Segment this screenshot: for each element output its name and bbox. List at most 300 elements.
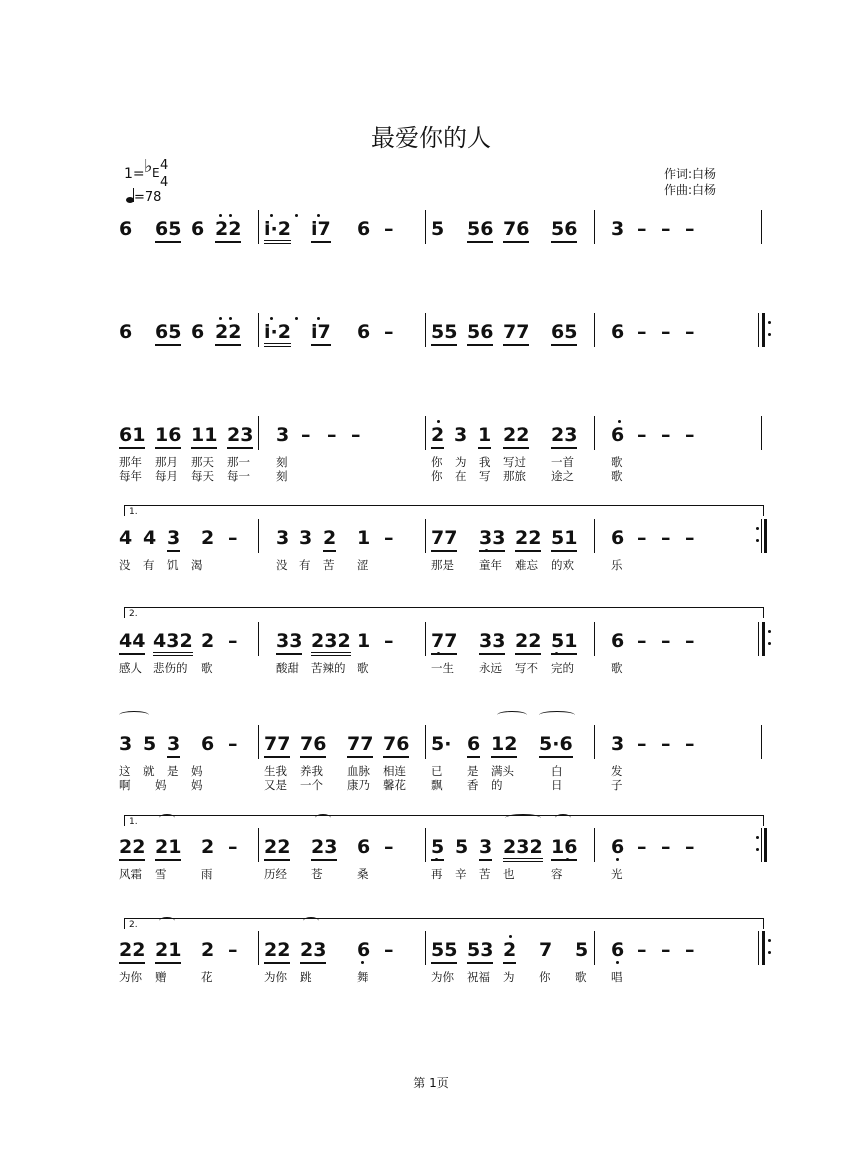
octave-dot [555,652,558,655]
lyric: 风霜 [119,867,142,881]
lyric: 是 [467,764,479,778]
dash-extension: – [228,733,238,755]
note: 6 [191,321,205,343]
dash-extension: – [384,527,394,549]
octave-dot [616,858,619,861]
lyric: 歌 [201,661,213,675]
barline [258,622,259,656]
note: 12 [491,733,517,758]
lyric: 光 [611,867,623,881]
note: 6 [119,321,133,343]
barline [258,725,259,759]
note: 2 [431,424,444,449]
octave-dot [435,858,438,861]
lyric: 苦 [323,558,335,572]
octave-dot [219,214,222,217]
dash-extension: – [661,836,671,858]
note: 6 [611,527,625,549]
dash-extension: – [384,321,394,343]
dash-extension: – [685,527,695,549]
note: 22 [119,939,145,964]
dash-extension: – [685,218,695,240]
lyric: 感人 [119,661,142,675]
dash-extension: – [228,939,238,961]
flat-symbol: ♭ [144,156,153,177]
lyric: 一首 [551,455,574,469]
lyric: 歌 [611,469,623,483]
lyric: 那天 [191,455,214,469]
barline [594,313,595,347]
lyric: 康乃 [347,778,370,792]
dash-extension: – [384,218,394,240]
note: 7 [539,939,553,961]
composer-credit: 作曲:白杨 [664,183,717,197]
lyric: 相连 [383,764,406,778]
lyric: 没 [119,558,131,572]
lyric: 完的 [551,661,574,675]
note: 3 [276,527,290,549]
lyric: 唱 [611,970,623,984]
note: 22 [264,836,290,861]
volta-bracket [124,505,764,516]
octave-dot [361,961,364,964]
note: 6 [611,939,625,961]
volta-bracket [124,607,764,618]
note: 2 [201,630,215,652]
lyric: 涩 [357,558,369,572]
barline [258,210,259,244]
note: 3 [167,733,180,758]
note: 232 [503,836,543,862]
barline [761,210,762,244]
note: i·2 [264,321,291,347]
note: 55 [431,939,457,964]
dash-extension: – [637,218,647,240]
note: 3 [454,424,468,446]
note: 6 [611,424,625,446]
note: 21 [155,836,181,861]
lyric: 是 [167,764,179,778]
note: 5 [143,733,157,755]
note: 77 [431,527,457,552]
octave-dot [437,420,440,423]
lyric: 你 [431,469,443,483]
note: 6 [357,218,371,240]
lyric: 永远 [479,661,502,675]
barline [594,210,595,244]
note: 65 [551,321,577,346]
lyric: 辛 [455,867,467,881]
lyric: 为 [455,455,467,469]
barline [425,313,426,347]
lyric: 子 [611,778,623,792]
lyric: 再 [431,867,443,881]
note: 6 [119,218,133,240]
slur-mark [555,814,571,822]
lyric: 跳 [300,970,312,984]
dash-extension: – [685,424,695,446]
volta-number: 1. [129,817,138,827]
note: 11 [191,424,217,449]
note: 2 [201,939,215,961]
note: 6 [357,836,371,858]
lyric: 饥 [167,558,179,572]
lyric: 那年 [119,455,142,469]
lyric: 舞 [357,970,369,984]
lyric: 祝福 [467,970,490,984]
lyric: 每一 [227,469,250,483]
note: 6 [611,630,625,652]
dash-extension: – [384,836,394,858]
key-prefix: 1= [124,166,145,182]
dash-extension: – [685,939,695,961]
barline [425,210,426,244]
barline [594,725,595,759]
dash-extension: – [301,424,311,446]
barline [425,725,426,759]
lyric: 啊 [119,778,131,792]
lyric: 那旅 [503,469,526,483]
note: 23 [551,424,577,449]
dash-extension: – [637,527,647,549]
note: i7 [311,321,331,346]
barline [594,519,595,553]
note: 6 [611,836,625,858]
dash-extension: – [637,630,647,652]
lyric: 妈 [155,778,167,792]
slur-mark [119,711,149,719]
lyric: 容 [551,867,563,881]
note: 3 [299,527,313,549]
note: 4 [143,527,157,549]
lyric: 苍 [311,867,323,881]
note: 51 [551,630,577,655]
lyric: 渴 [191,558,203,572]
octave-dot [229,317,232,320]
lyric: 发 [611,764,623,778]
volta-bracket [124,918,764,929]
note: 22 [215,321,241,346]
lyric: 苦 [479,867,491,881]
note: 4 [119,527,133,549]
lyric: 的 [491,778,503,792]
note: 23 [311,836,337,861]
lyric: 雪 [155,867,167,881]
barline [425,416,426,450]
octave-dot [618,420,621,423]
lyric: 一个 [300,778,323,792]
lyric: 有 [299,558,311,572]
lyric: 每月 [155,469,178,483]
quarter-note-icon [126,197,134,203]
note: 6 [357,321,371,343]
dash-extension: – [637,733,647,755]
note: 44 [119,630,145,655]
octave-dot [295,317,298,320]
note: 5 [431,218,445,240]
note: 5 [455,836,469,858]
dash-extension: – [228,527,238,549]
lyric: 飘 [431,778,443,792]
dash-extension: – [685,733,695,755]
slur-mark [303,917,319,925]
barline [258,313,259,347]
dash-extension: – [637,939,647,961]
dash-extension: – [637,836,647,858]
lyricist-credit: 作词:白杨 [664,167,717,181]
dash-extension: – [685,836,695,858]
note: 1 [357,630,371,652]
lyric: 妈 [191,764,203,778]
note: i7 [311,218,331,243]
note: 16 [155,424,181,449]
note: 5·6 [539,733,573,758]
lyric: 那是 [431,558,454,572]
note: 2 [201,836,215,858]
staff-line-4 [0,507,862,597]
barline [258,828,259,862]
lyric: 历经 [264,867,287,881]
barline [761,416,762,450]
note: 77 [264,733,290,758]
barline [425,931,426,965]
note: 6 [201,733,215,755]
dash-extension: – [661,321,671,343]
lyric: 日 [551,778,563,792]
barline [594,416,595,450]
note: 5 [575,939,589,961]
lyric: 一生 [431,661,454,675]
time-signature-top: 4 [160,158,169,173]
staff-line-6 [0,733,862,803]
tempo-value: =78 [134,190,162,205]
lyric: 那一 [227,455,250,469]
key-note: E [152,166,160,180]
volta-bracket [124,815,764,826]
dash-extension: – [637,424,647,446]
time-signature-bottom: 4 [160,175,169,190]
octave-dot [616,961,619,964]
dash-extension: – [228,630,238,652]
volta-number: 1. [129,507,138,517]
barline [258,931,259,965]
octave-dot [317,214,320,217]
lyric: 馨花 [383,778,406,792]
lyric: 难忘 [515,558,538,572]
slur-mark [159,917,175,925]
note: 3 [167,527,180,552]
note: 6 [357,939,371,961]
octave-dot [509,935,512,938]
note: 53 [467,939,493,964]
note: 22 [264,939,290,964]
note: 23 [300,939,326,964]
note: 3 [611,218,625,240]
dash-extension: – [351,424,361,446]
note: 56 [467,321,493,346]
lyric: 你 [539,970,551,984]
lyric: 为你 [119,970,142,984]
barline [258,519,259,553]
lyric: 乐 [611,558,623,572]
lyric: 刻 [276,455,288,469]
barline [425,519,426,553]
note: 1 [478,424,491,449]
lyric: 苦辣的 [311,661,346,675]
slur-mark [159,814,175,822]
note: 6 [611,321,625,343]
lyric: 桑 [357,867,369,881]
slur-mark [497,711,527,719]
note: 61 [119,424,145,449]
note: 22 [515,527,541,552]
barline [425,622,426,656]
lyric: 童年 [479,558,502,572]
staff-line-5 [0,609,862,700]
note: 77 [431,630,457,655]
note: 33 [479,630,505,655]
note: 21 [155,939,181,964]
barline [761,725,762,759]
lyric: 生我 [264,764,287,778]
lyric: 每年 [119,469,142,483]
lyric: 在 [455,469,467,483]
octave-dot [317,317,320,320]
slur-mark [539,711,575,719]
note: 6 [467,733,480,758]
note: 22 [515,630,541,655]
dash-extension: – [384,939,394,961]
lyric: 又是 [264,778,287,792]
note: 51 [551,527,577,552]
lyric: 那月 [155,455,178,469]
volta-number: 2. [129,920,138,930]
lyric: 血脉 [347,764,370,778]
dash-extension: – [661,424,671,446]
dash-extension: – [685,630,695,652]
lyric: 满头 [491,764,514,778]
lyric: 歌 [611,661,623,675]
lyric: 悲伤的 [153,661,188,675]
octave-dot [229,214,232,217]
lyric: 每天 [191,469,214,483]
lyric: 养我 [300,764,323,778]
note: 56 [467,218,493,243]
note: 3 [119,733,133,755]
lyric: 途之 [551,469,574,483]
note: 65 [155,321,181,346]
barline [258,416,259,450]
staff-line-8 [0,920,862,1009]
lyric: 雨 [201,867,213,881]
dash-extension: – [661,939,671,961]
staff-line-7 [0,817,862,906]
note: 1 [357,527,371,549]
note: 77 [503,321,529,346]
staff-line-2 [0,321,862,391]
note: 23 [227,424,253,449]
lyric: 为 [503,970,515,984]
page-number: 第 1页 [413,1076,449,1090]
dash-extension: – [661,630,671,652]
note: 22 [215,218,241,243]
barline [425,828,426,862]
lyric: 赠 [155,970,167,984]
note: 2 [201,527,215,549]
note: 65 [155,218,181,243]
dash-extension: – [661,218,671,240]
dash-extension: – [228,836,238,858]
lyric: 你 [431,455,443,469]
lyric: 已 [431,764,443,778]
note: 5· [431,733,452,755]
note: 76 [503,218,529,243]
note: 16 [551,836,577,861]
barline [594,622,595,656]
lyric: 写不 [515,661,538,675]
lyric: 写过 [503,455,526,469]
staff-line-1 [0,218,862,288]
barline [594,931,595,965]
note: i·2 [264,218,291,244]
tempo-marking [126,190,161,205]
octave-dot [295,214,298,217]
note: 33 [276,630,302,655]
note: 2 [323,527,336,552]
lyric: 有 [143,558,155,572]
note: 76 [383,733,409,758]
note: 76 [300,733,326,758]
octave-dot [437,652,440,655]
note: 3 [479,836,492,861]
octave-dot [270,317,273,320]
lyric: 歌 [575,970,587,984]
lyric: 白 [551,764,563,778]
note: 77 [347,733,373,758]
lyric: 没 [276,558,288,572]
lyric: 刻 [276,469,288,483]
lyric: 花 [201,970,213,984]
staff-line-3 [0,424,862,494]
dash-extension: – [685,321,695,343]
volta-number: 2. [129,609,138,619]
note: 3 [276,424,290,446]
note: 432 [153,630,193,656]
note: 22 [503,424,529,449]
octave-dot [270,214,273,217]
note: 2 [503,939,516,964]
octave-dot [566,858,569,861]
lyric: 为你 [431,970,454,984]
note: 22 [119,836,145,861]
dash-extension: – [384,630,394,652]
dash-extension: – [327,424,337,446]
lyric: 就 [143,764,155,778]
note: 232 [311,630,351,656]
lyric: 歌 [357,661,369,675]
note: 5 [431,836,444,861]
song-title: 最爱你的人 [371,124,491,152]
note: 33 [479,527,505,552]
note: 55 [431,321,457,346]
dash-extension: – [661,733,671,755]
note: 56 [551,218,577,243]
lyric: 的欢 [551,558,574,572]
octave-dot [485,549,488,552]
lyric: 这 [119,764,131,778]
lyric: 写 [479,469,491,483]
octave-dot [219,317,222,320]
